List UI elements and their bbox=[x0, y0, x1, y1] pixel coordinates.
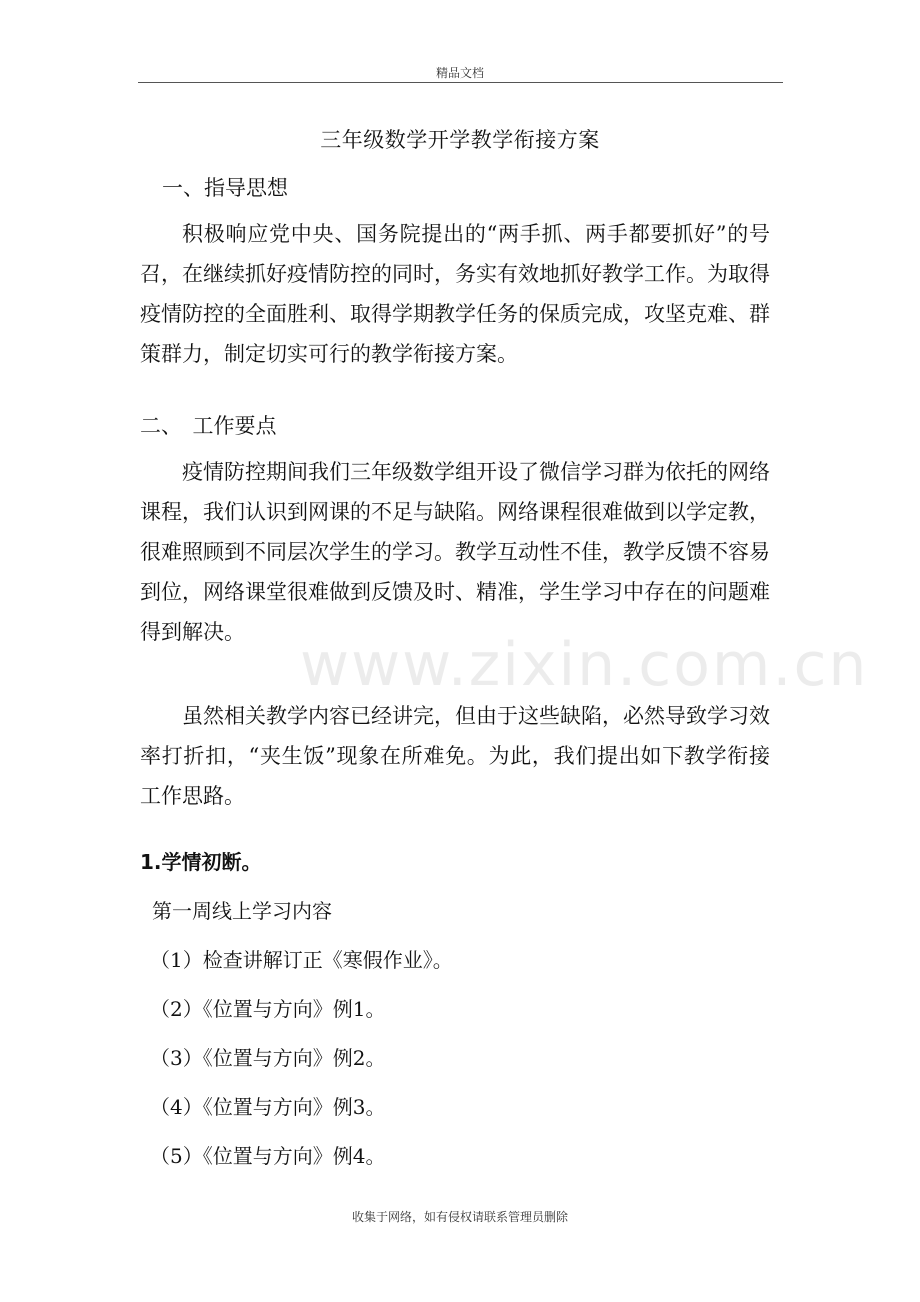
list-item: （3）《位置与方向》例2。 bbox=[150, 1046, 386, 1070]
document-title: 三年级数学开学教学衔接方案 bbox=[320, 128, 600, 152]
section-2-paragraph-2: 虽然相关教学内容已经讲完，但由于这些缺陷，必然导致学习效率打折扣，“夹生饭”现象在所难免。为此，我们提出如下教学衔接工作思路。 bbox=[140, 704, 770, 808]
list-item: （2）《位置与方向》例1。 bbox=[150, 997, 386, 1021]
week-1-label: 第一周线上学习内容 bbox=[152, 899, 332, 923]
header-divider bbox=[138, 82, 783, 83]
list-item: （4）《位置与方向》例3。 bbox=[150, 1095, 386, 1119]
subsection-1-heading: 1.学情初断。 bbox=[140, 850, 262, 874]
section-1-paragraph: 积极响应党中央、国务院提出的“两手抓、两手都要抓好”的号召，在继续抓好疫情防控的同时，务实有效地抓好教学工作。为取得疫情防控的全面胜利、取得学期教学任务的保质完成，攻坚克难、群策群力，制定切实可行的教学衔接方案。 bbox=[140, 222, 770, 366]
watermark: www.zixin.com.cn bbox=[300, 630, 869, 700]
list-item: （1）检查讲解订正《寒假作业》。 bbox=[150, 948, 453, 972]
list-item: （5）《位置与方向》例4。 bbox=[150, 1144, 386, 1168]
page-header-label: 精品文档 bbox=[435, 66, 484, 80]
section-1-heading: 一、指导思想 bbox=[162, 176, 288, 200]
section-2-paragraph-1: 疫情防控期间我们三年级数学组开设了微信学习群为依托的网络课程，我们认识到网课的不足与缺陷。网络课程很难做到以学定教，很难照顾到不同层次学生的学习。教学互动性不佳，教学反馈不容易到位，网络课堂很难做到反馈及时、精准，学生学习中存在的问题难得到解决。 bbox=[140, 460, 770, 644]
section-2-heading: 二、 工作要点 bbox=[140, 414, 277, 438]
page-footer-label: 收集于网络，如有侵权请联系管理员删除 bbox=[351, 1210, 568, 1224]
